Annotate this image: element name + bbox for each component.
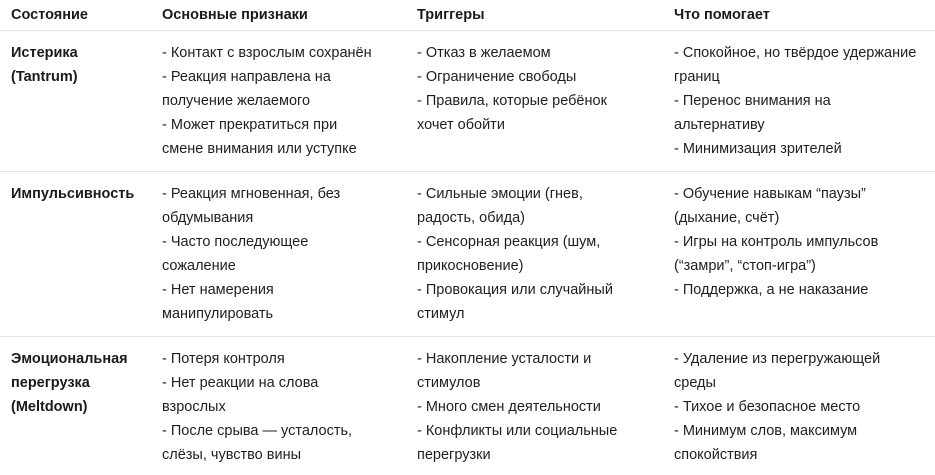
sign-line: сожаление — [162, 258, 236, 274]
sign-line: - После срыва — усталость, — [162, 423, 353, 439]
sign-line: - Нет реакции на слова — [162, 375, 319, 391]
help-line: - Спокойное, но твёрдое удержание — [674, 45, 917, 61]
table-row — [0, 337, 935, 468]
header-helps: Что помогает — [674, 0, 935, 31]
helps-cell — [674, 337, 935, 468]
help-line: - Обучение навыкам “паузы” — [674, 186, 866, 202]
trigger-line: - Конфликты или социальные — [417, 423, 618, 439]
sign-line: смене внимания или уступке — [162, 141, 357, 157]
trigger-line: стимулов — [417, 375, 481, 391]
triggers-cell — [417, 31, 674, 172]
signs-cell — [162, 172, 417, 337]
trigger-line: - Ограничение свободы — [417, 69, 577, 85]
help-line: - Поддержка, а не наказание — [674, 282, 869, 298]
trigger-line: - Провокация или случайный — [417, 282, 613, 298]
trigger-line: радость, обида) — [417, 210, 525, 226]
trigger-line: хочет обойти — [417, 117, 505, 133]
triggers-cell — [417, 172, 674, 337]
state-cell — [0, 172, 162, 337]
trigger-line: стимул — [417, 306, 465, 322]
help-line: границ — [674, 69, 720, 85]
table-row — [0, 172, 935, 337]
header-signs: Основные признаки — [162, 0, 417, 31]
sign-line: взрослых — [162, 399, 226, 415]
help-line: альтернативу — [674, 117, 765, 133]
signs-cell — [162, 31, 417, 172]
signs-cell — [162, 337, 417, 468]
help-line: (дыхание, счёт) — [674, 210, 780, 226]
state-line: Истерика — [11, 45, 78, 61]
help-line: - Перенос внимания на — [674, 93, 831, 109]
table-header-row — [0, 0, 935, 31]
helps-cell — [674, 31, 935, 172]
sign-line: манипулировать — [162, 306, 274, 322]
help-line: - Минимизация зрителей — [674, 141, 842, 157]
table-row — [0, 31, 935, 172]
sign-line: - Нет намерения — [162, 282, 274, 298]
triggers-cell — [417, 337, 674, 468]
state-line: (Meltdown) — [11, 399, 88, 415]
header-state: Состояние — [0, 0, 162, 31]
trigger-line: - Отказ в желаемом — [417, 45, 551, 61]
state-line: Эмоциональная — [11, 351, 128, 367]
sign-line: - Часто последующее — [162, 234, 309, 250]
state-line: (Tantrum) — [11, 69, 78, 85]
trigger-line: - Правила, которые ребёнок — [417, 93, 607, 109]
trigger-line: - Сенсорная реакция (шум, — [417, 234, 601, 250]
trigger-line: прикосновение) — [417, 258, 524, 274]
help-line: среды — [674, 375, 716, 391]
help-line: спокойствия — [674, 447, 758, 463]
trigger-line: - Много смен деятельности — [417, 399, 601, 415]
help-line: - Удаление из перегружающей — [674, 351, 881, 367]
help-line: - Минимум слов, максимум — [674, 423, 858, 439]
sign-line: обдумывания — [162, 210, 254, 226]
help-line: (“замри”, “стоп-игра”) — [674, 258, 816, 274]
state-cell — [0, 337, 162, 468]
help-line: - Тихое и безопасное место — [674, 399, 861, 415]
trigger-line: перегрузки — [417, 447, 491, 463]
state-cell — [0, 31, 162, 172]
sign-line: - Реакция направлена на — [162, 69, 331, 85]
trigger-line: - Накопление усталости и — [417, 351, 592, 367]
sign-line: - Потеря контроля — [162, 351, 285, 367]
helps-cell — [674, 172, 935, 337]
sign-line: - Может прекратиться при — [162, 117, 338, 133]
header-triggers: Триггеры — [417, 0, 674, 31]
trigger-line: - Сильные эмоции (гнев, — [417, 186, 583, 202]
help-line: - Игры на контроль импульсов — [674, 234, 879, 250]
state-line: Импульсивность — [11, 186, 135, 202]
sign-line: - Реакция мгновенная, без — [162, 186, 341, 202]
sign-line: получение желаемого — [162, 93, 311, 109]
sign-line: слёзы, чувство вины — [162, 447, 302, 463]
sign-line: - Контакт с взрослым сохранён — [162, 45, 372, 61]
state-line: перегрузка — [11, 375, 90, 391]
